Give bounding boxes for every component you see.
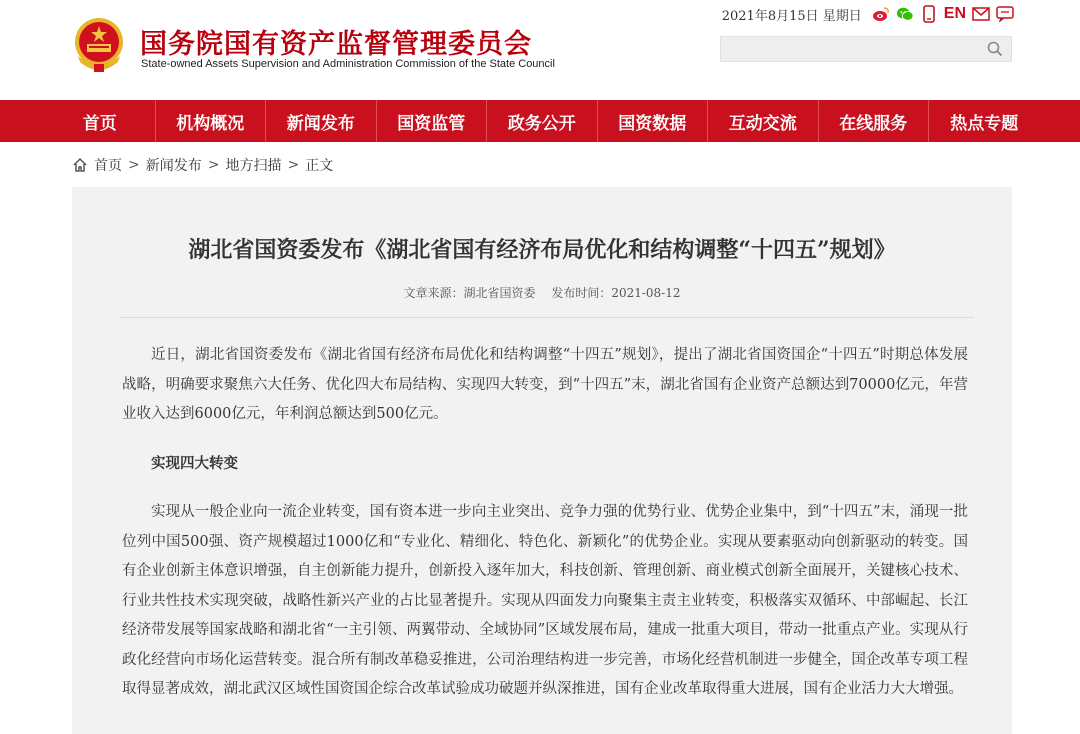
nav-item-home[interactable]: 首页 (45, 100, 156, 142)
weibo-icon[interactable] (872, 5, 890, 23)
search-input[interactable] (721, 37, 981, 61)
nav-item-news[interactable]: 新闻发布 (266, 100, 377, 142)
article-meta (72, 284, 1012, 301)
article-paragraph: 近日，湖北省国资委发布《湖北省国有经济布局优化和结构调整“十四五”规划》，提出了湖北省国资国企“十四五”时期总体发展战略，明确要求聚焦六大任务、优化四大布局结构、实现四大转变，到“十四五”末，湖北省国有企业资产总额达到70000亿元，年营业收入达到6000亿元，年利润总额达到500亿元。 (122, 347, 968, 422)
nav-item-interaction[interactable]: 互动交流 (708, 100, 819, 142)
nav-item-hot-topics[interactable]: 热点专题 (950, 113, 1019, 134)
current-date: 2021年8月15日 星期日 (721, 8, 862, 24)
nav-item-online-services[interactable]: 在线服务 (819, 100, 930, 142)
top-utility-bar (722, 5, 1014, 23)
site-title[interactable]: 国务院国有资产监督管理委员会 (140, 29, 532, 60)
site-title-english: State-owned Assets Supervision and Administration Commission of the State Council (141, 58, 555, 70)
article-title: 湖北省国资委发布《湖北省国有经济布局优化和结构调整“十四五”规划》 (188, 237, 896, 263)
article-body (122, 341, 968, 705)
breadcrumb-separator: > (207, 157, 220, 173)
nav-item-government-affairs[interactable]: 政务公开 (487, 100, 598, 142)
message-icon[interactable] (996, 5, 1014, 23)
mail-icon[interactable] (972, 5, 990, 23)
wechat-icon[interactable] (896, 5, 914, 23)
nav-item-supervision[interactable]: 国资监管 (377, 100, 488, 142)
breadcrumb-separator: > (128, 157, 140, 173)
home-icon[interactable] (72, 157, 88, 173)
article-date: 发布时间：2021-08-12 (551, 286, 681, 300)
article-subheading: 实现四大转变 (151, 454, 238, 472)
breadcrumb-local-news[interactable]: 地方扫描 (225, 158, 282, 174)
english-version-link[interactable]: EN (943, 5, 966, 22)
breadcrumb-news[interactable]: 新闻发布 (145, 158, 202, 174)
site-header (0, 0, 1080, 100)
breadcrumb-home[interactable]: 首页 (94, 158, 122, 174)
article-source: 文章来源：湖北省国资委 (403, 286, 536, 300)
search-box (720, 36, 1012, 62)
breadcrumb-current: 正文 (305, 158, 334, 174)
national-emblem-icon[interactable] (72, 16, 126, 76)
breadcrumb-separator: > (287, 157, 300, 173)
mobile-icon[interactable] (920, 5, 938, 23)
nav-item-data[interactable]: 国资数据 (598, 100, 709, 142)
article-container (72, 187, 1012, 734)
title-divider (120, 317, 974, 318)
search-icon[interactable] (987, 41, 1003, 57)
nav-item-organization[interactable]: 机构概况 (156, 100, 267, 142)
main-nav (0, 100, 1080, 142)
article-paragraph: 实现从一般企业向一流企业转变，国有资本进一步向主业突出、竞争力强的优势行业、优势企业集中，到“十四五”末，涌现一批位列中国500强、资产规模超过1000亿和“专业化、精细化、特色化、新颖化”的优势企业。实现从要素驱动向创新驱动的转变。国有企业创新主体意识增强，自主创新能力提升，创新投入逐年加大，科技创新、管理创新、商业模式创新全面展开，关键核心技术、行业共性技术实现突破，战略性新兴产业的占比显著提升。实现从四面发力向聚集主责主业转变，积极落实双循环、中部崛起、长江经济带发展等国家战略和湖北省“一主引领、两翼带动、全域协同”区域发展布局，建成一批重大项目，带动一批重点产业。实现从行政化经营向市场化运营转变。混合所有制改革稳妥推进，公司治理结构进一步完善，市场化经营机制进一步健全，国企改革专项工程取得显著成效，湖北武汉区域性国资国企综合改革试验成功破题并纵深推进，国有企业改革取得重大进展，国有企业活力大大增强。 (122, 504, 968, 697)
breadcrumb (72, 155, 333, 175)
